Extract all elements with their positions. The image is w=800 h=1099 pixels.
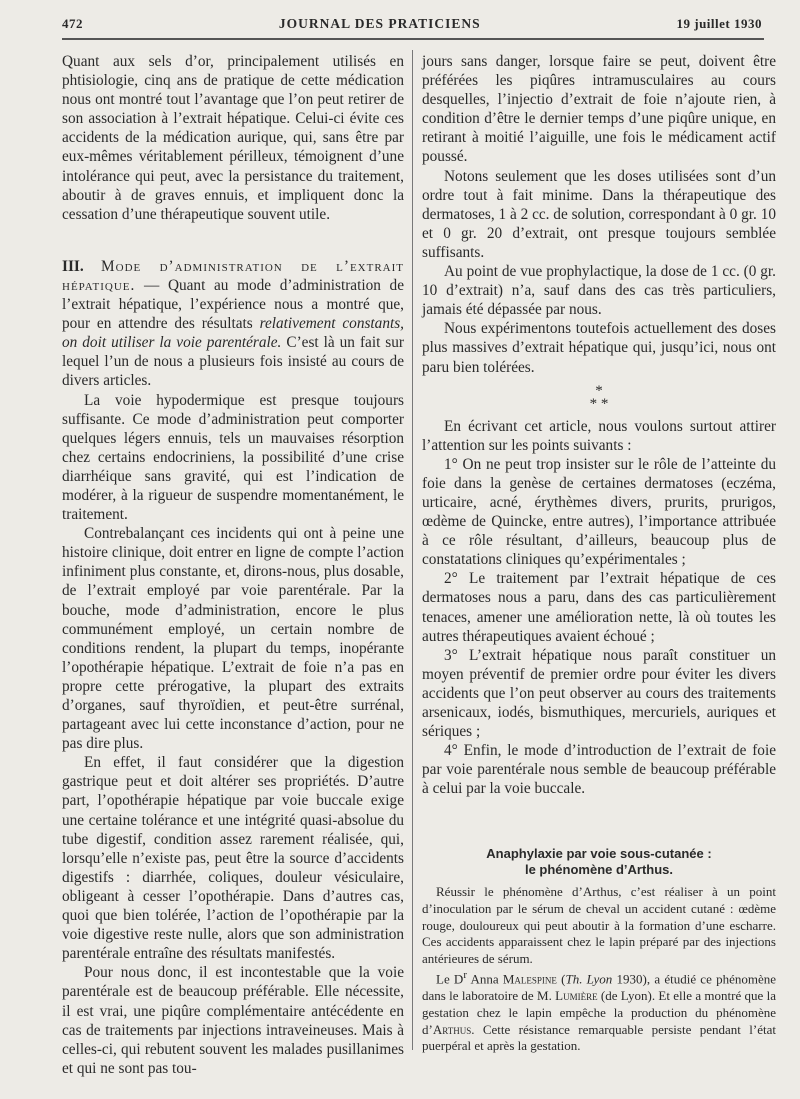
article-body (422, 884, 776, 1054)
asterism-bottom: * * (589, 395, 609, 412)
thesis-reference: Th. Lyon (565, 971, 613, 987)
paragraph-text: — Quant au mode d’administration de l’extrait hépatique, l’expérience nous a montré que, pour en attendre des résultats (62, 276, 404, 333)
list-item: 2° Le traitement par l’extrait hépatique de ces dermatoses nous a paru, dans des cas particulièrement tenaces, amener une amélioration nette, là où toutes les autres thérapeutiques avaient échoué ; (422, 570, 776, 645)
paragraph: La voie hypodermique est presque toujours suffisante. Ce mode d’administration peut comporter quelques légers ennuis, tels un mauvaises résorption chez certains endocriniens, la possibilité d’une crise diarrhéique sans gravité, qui est l’indication de modérer, à la rigueur de suspendre momentanément, le traitement. (62, 391, 404, 524)
journal-title: JOURNAL DES PRATICIENS (278, 16, 481, 31)
list-item: 4° Enfin, le mode d’introduction de l’extrait de foie par voie parentérale nous semble de beaucoup préférable à celui par la voie buccale. (422, 742, 776, 798)
text: . Cette résistance remarquable persiste pendant l’état puerpéral et après la gestation. (422, 1021, 776, 1054)
paragraph: Contrebalançant ces incidents qui ont à peine une histoire clinique, doit entrer en ligne de compte l’action infiniment plus constante, et, dirons-nous, plus dosable, de l’extrait employé par voie parentérale. Par la bouche, mode d’administration, encore le plus communément employé, un certain nombre de conditions rendent, la plupart du temps, inopérante l’opothérapie hépatique. L’extrait de foie n’a pas en propre cette prérogative, la plupart des extraits d’organes, sauf thyroïdien, et peut-être surrénal, partageant avec lui cette inconstance d’action, pour ne pas dire plus. (62, 525, 404, 753)
asterism-top: * (595, 382, 603, 399)
article-separator (422, 812, 776, 834)
paragraph: Quant aux sels d’or, principalement utilisés en phtisiologie, cinq ans de pratique de cette médication nous ont montré tout l’avantage que l’on peut retirer de son association à l’extrait hépatique. Celui-ci évite ces accidents de la médication aurique, qui, sans être par eux-mêmes véritablement périlleux, témoignent d’une intolérance qui peut, avec la persistance du traitement, aboutir à de graves ennuis, et impliquent donc la cessation d’une thérapeutique souvent utile. (62, 53, 404, 223)
page-header (62, 16, 762, 40)
paragraph: En effet, il faut considérer que la digestion gastrique peut et doit altérer ses propriétés. D’autre part, l’opothérapie hépatique par voie buccale exige une certaine tolérance et une intégrité quasi-absolue du tube digestif, condition assez rarement réalisée, qui, lorsqu’elle n’existe pas, peut être la source d’accidents digestifs : diarrhée, coliques, douleur vésiculaire, obligeant à cesser l’opothérapie. Dans d’autres cas, quoi que bien tolérée, l’action de l’opothérapie par la voie digestive reste nulle, alors que son administration parentérale entraîne des résultats manifestés. (62, 754, 404, 963)
emphasis-text: relativement constants, on doit utiliser la voie parentérale. (62, 315, 404, 352)
author-name: Malespine (502, 971, 557, 987)
paragraph-text: C’est là un fait sur lequel l’un de nous a plusieurs fois insisté au cours de divers articles. (62, 334, 405, 390)
article-title (422, 846, 776, 878)
header-rule (62, 38, 764, 40)
left-column (62, 52, 404, 1078)
article-title-line: le phénomène d’Arthus. (524, 862, 674, 878)
superscript: r (463, 969, 467, 982)
paragraph: Nous expérimentons toutefois actuellement des doses plus massives d’extrait hépatique qui, jusqu’ici, nous ont paru bien tolérées. (422, 320, 776, 376)
person-name: Arthus (432, 1021, 472, 1037)
paragraph: Pour nous donc, il est incontestable que la voie parentérale est de beaucoup préférable. Elle nécessite, il est vrai, une piqûre complémentaire antécédente en cas de traitements par injections intraveineuses. Mais à celles-ci, qui rebutent souvent les malades pusillanimes et qui ne sont pas tou- (62, 964, 404, 1077)
right-column (422, 52, 776, 1055)
text: Anna (466, 971, 503, 987)
text: (de Lyon). Et elle a montré que la gestation chez le lapin empêche la production du phénomène d’ (422, 988, 777, 1037)
text: 1930), a étudié ce phénomène dans le laboratoire de M. (422, 971, 776, 1004)
section-heading-paragraph (62, 257, 404, 391)
column-divider (412, 50, 413, 1050)
asterism (422, 382, 776, 412)
list-item: 1° On ne peut trop insister sur le rôle de l’atteinte du foie dans la genèse de certaines dermatoses (eczéma, urticaire, acné, érythèmes divers, prurits, prurigos, œdème de Quincke, entre autres), l’importance attribuée à ce rôle résultant, d’ailleurs, beaucoup plus de constatations cliniques qu’expérimentales ; (422, 455, 776, 569)
paragraph: En écrivant cet article, nous voulons surtout attirer l’attention sur les points suivants : (422, 417, 776, 454)
text: Le D (436, 971, 464, 987)
paragraph: Au point de vue prophylactique, la dose de 1 cc. (0 gr. 10 d’extrait) n’a, sauf dans des cas très particuliers, jamais été dépassée par nous. (422, 263, 776, 319)
issue-date: 19 juillet 1930 (676, 16, 762, 31)
paragraph: Notons seulement que les doses utilisées sont d’un ordre tout à fait minime. Dans la thérapeutique des dermatoses, 1 à 2 cc. de solution, correspondant à 0 gr. 10 et 0 gr. 20 d’extrait, ont presque toujours semblée suffisants. (422, 167, 776, 261)
section-heading: Mode d’administration de l’extrait hépatique. (62, 257, 404, 294)
paragraph: jours sans danger, lorsque faire se peut, doivent être préférées les piqûres intramusculaires au cours desquelles, l’injectio d’extrait de foie n’ajoute rien, à condition d’être le dernier temps d’une piqûre unique, en retirant à moitié l’aiguille, une fois le médicament actif poussé. (422, 53, 776, 166)
section-number: III. (62, 257, 84, 275)
article-title-line: Anaphylaxie par voie sous-cutanée : (486, 846, 712, 862)
person-name: Lumière (555, 988, 598, 1004)
list-item: 3° L’extrait hépatique nous paraît constituer un moyen préventif de premier ordre pour éviter les divers accidents que l’on peut observer au cours des traitements arsenicaux, iodés, bismuthiques, mercuriels, auriques et sériques ; (422, 646, 776, 741)
article-paragraph: Réussir le phénomène d’Arthus, c’est réaliser à un point d’inoculation par le sérum de cheval un accident cutané : œdème rouge, douloureux qui peut aboutir à la formation d’une escharre. Ces accidents apparaissent chez le lapin préparé par des injections antérieures de sérum. (422, 884, 776, 966)
spacer (62, 224, 404, 243)
article-paragraph (422, 967, 776, 1054)
text: ( (556, 971, 566, 987)
page-number: 472 (62, 16, 83, 31)
